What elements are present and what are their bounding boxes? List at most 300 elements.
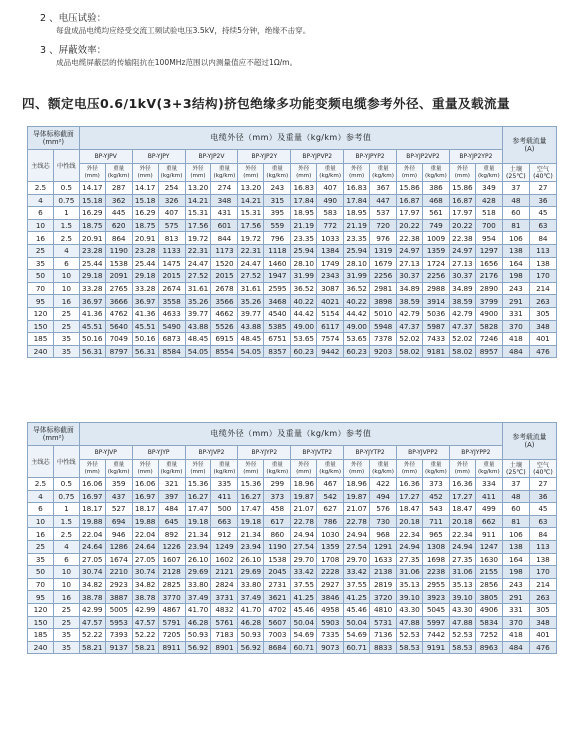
weight: 7335 [317,629,344,642]
ampacity-soil: 198 [502,566,529,579]
weight: 1520 [211,257,238,270]
outer-diameter: 28.10 [291,257,317,270]
header-unit: (kg/km) [213,172,236,179]
header-text: 重量 [218,165,231,172]
table-row [28,553,557,566]
outer-diameter: 42.79 [449,307,475,320]
outer-diameter: 16.29 [79,207,105,220]
header-text: 重量 [324,461,336,468]
od-header [238,164,264,182]
outer-diameter: 24.97 [449,244,475,257]
weight: 4832 [211,603,238,616]
outer-diameter: 45.51 [79,320,105,333]
outer-diameter: 17.27 [449,490,475,503]
main-core-header: 主线芯 [28,150,54,182]
outer-diameter: 39.77 [185,307,211,320]
weight: 490 [317,194,344,207]
header-text: 重量 [377,461,389,468]
model-name: BP-YJVP [79,446,132,460]
neutral-size: 10 [53,282,79,295]
outer-diameter: 38.78 [132,591,158,604]
header-unit: (mm) [401,468,418,475]
outer-diameter: 16.83 [344,182,370,195]
weight: 1359 [422,244,449,257]
outer-diameter: 48.45 [238,333,264,346]
outer-diameter: 16.83 [291,182,317,195]
outer-diameter: 20.18 [397,515,423,528]
weight: 8554 [211,345,238,358]
outer-diameter: 54.69 [344,629,370,642]
header-unit: (mm) [84,172,100,179]
outer-diameter: 41.70 [238,603,264,616]
ampacity-air: 401 [529,629,556,642]
ampacity-air: 138 [529,553,556,566]
current-header [502,127,556,164]
weight: 954 [475,232,502,245]
header-unit: (mm) [190,172,206,179]
weight: 627 [317,503,344,516]
outer-diameter: 20.91 [132,232,158,245]
header-text: 外径 [403,165,416,172]
weight: 518 [475,207,502,220]
table-row [28,295,557,308]
weight: 287 [105,182,132,195]
main-core-size: 95 [28,295,54,308]
header-text: 外径 [192,461,204,468]
weight: 9442 [317,345,344,358]
outer-diameter: 22.38 [397,232,423,245]
weight: 254 [158,182,185,195]
ampacity-soil: 418 [502,333,529,346]
od-header [185,460,211,478]
note-shield-efficiency [40,45,297,69]
od-header [449,164,475,182]
weight-header [475,164,502,182]
weight: 3846 [317,591,344,604]
outer-diameter: 58.21 [79,641,105,654]
section-title: 四、额定电压0.6/1kV(3+3结构)挤包绝缘多功能变频电缆参考外径、重量及载流量 [22,96,510,111]
weight: 1133 [158,244,185,257]
weight-header [422,164,449,182]
outer-diameter: 24.47 [185,257,211,270]
outer-diameter: 18.96 [344,478,370,491]
neutral-size: 35 [53,629,79,642]
weight: 2825 [158,578,185,591]
neutral-size: 25 [53,616,79,629]
weight: 542 [317,490,344,503]
ampacity-soil: 418 [502,629,529,642]
outer-diameter: 54.05 [185,345,211,358]
outer-diameter: 19.72 [185,232,211,245]
table-row [28,616,557,629]
outer-diameter: 22.78 [344,515,370,528]
outer-diameter: 49.00 [344,320,370,333]
ampacity-soil: 370 [502,616,529,629]
weight: 2955 [422,578,449,591]
header-text: 空气 [536,165,550,173]
header-unit: (kg/km) [266,172,289,179]
ampacity-air: 305 [529,307,556,320]
weight: 494 [370,490,397,503]
outer-diameter: 21.34 [238,528,264,541]
neutral-size: 25 [53,320,79,333]
weight: 4906 [475,603,502,616]
outer-diameter: 17.84 [344,194,370,207]
ampacity-air: 214 [529,578,556,591]
weight: 3558 [158,295,185,308]
header-text: 外径 [298,165,310,172]
outer-diameter: 52.22 [79,629,105,642]
weight: 1538 [264,553,291,566]
outer-diameter: 33.42 [291,566,317,579]
weight: 3666 [105,295,132,308]
weight: 3731 [211,591,238,604]
outer-diameter: 50.93 [185,629,211,642]
weight: 2015 [158,270,185,283]
outer-diameter: 37.49 [238,591,264,604]
weight: 367 [370,182,397,195]
weight: 1679 [370,257,397,270]
outer-diameter: 20.22 [397,219,423,232]
outer-diameter: 43.88 [185,320,211,333]
outer-diameter: 41.25 [344,591,370,604]
table-row [28,244,557,257]
weight: 559 [264,219,291,232]
outer-diameter: 60.71 [291,641,317,654]
outer-diameter: 15.36 [185,478,211,491]
outer-diameter: 48.45 [185,333,211,346]
weight: 5640 [105,320,132,333]
od-header [449,460,475,478]
weight: 422 [370,478,397,491]
neutral-size: 10 [53,578,79,591]
weight: 1630 [475,553,502,566]
weight: 5731 [370,616,397,629]
header-text: 外径 [245,461,257,468]
weight: 976 [370,232,397,245]
table-row [28,320,557,333]
ampacity-air: 36 [529,194,556,207]
outer-diameter: 39.10 [397,591,423,604]
header-unit: (mm) [348,172,365,179]
outer-diameter: 18.75 [132,219,158,232]
neutral-size: 1.5 [53,515,79,528]
weight-header [317,460,344,478]
weight: 9137 [105,641,132,654]
weight: 1291 [370,540,397,553]
header-unit: (mm²) [42,434,65,442]
main-core-size: 95 [28,591,54,604]
ampacity-air: 36 [529,490,556,503]
soil-header [502,164,529,182]
main-core-size: 120 [28,603,54,616]
model-name: BP-YJYP [132,446,185,460]
neutral-size: 16 [53,295,79,308]
outer-diameter: 29.70 [291,553,317,566]
outer-diameter: 58.21 [132,641,158,654]
outer-diameter: 24.64 [132,540,158,553]
weight: 4021 [317,295,344,308]
model-row [28,150,557,164]
outer-diameter: 29.70 [344,553,370,566]
weight: 912 [211,528,238,541]
header-unit: (mm) [296,468,312,475]
outer-diameter: 29.69 [238,566,264,579]
outer-diameter: 29.18 [79,270,105,283]
ampacity-soil: 48 [502,490,529,503]
outer-diameter: 41.25 [291,591,317,604]
outer-diameter: 19.87 [291,490,317,503]
outer-diameter: 56.31 [79,345,105,358]
header-row [28,423,557,446]
outer-diameter: 17.84 [291,194,317,207]
outer-diameter: 33.80 [238,578,264,591]
outer-diameter: 16.06 [132,478,158,491]
outer-diameter: 53.65 [344,333,370,346]
header-text: 重量 [430,461,442,468]
ampacity-air: 113 [529,540,556,553]
note-heading: 2 、电压试验： [40,13,107,24]
weight: 9073 [317,641,344,654]
neutral-size: 0.5 [53,182,79,195]
weight: 335 [211,478,238,491]
outer-diameter: 15.31 [185,207,211,220]
header-text: 参考载流量 [512,137,547,145]
neutral-size: 25 [53,307,79,320]
outer-diameter: 27.54 [291,540,317,553]
outer-diameter: 19.88 [79,515,105,528]
weight: 8584 [158,345,185,358]
weight-header [370,164,397,182]
weight: 694 [105,515,132,528]
weight: 274 [211,182,238,195]
table-row [28,307,557,320]
header-text: 重量 [165,461,178,468]
weight: 813 [158,232,185,245]
weight: 2128 [158,566,185,579]
weight: 5987 [422,320,449,333]
weight: 8357 [264,345,291,358]
outer-diameter: 30.74 [79,566,105,579]
weight: 576 [370,503,397,516]
outer-diameter: 17.27 [397,490,423,503]
weight: 1190 [105,244,132,257]
ampacity-soil: 81 [502,515,529,528]
outer-diameter: 34.82 [132,578,158,591]
table-row [28,515,557,528]
ampacity-air: 27 [529,478,556,491]
header-unit: (mm) [454,172,470,179]
weight: 397 [158,490,185,503]
ampacity-air: 214 [529,282,556,295]
ampacity-soil: 37 [502,478,529,491]
weight: 348 [211,194,238,207]
outer-diameter: 47.37 [449,320,475,333]
outer-diameter: 20.91 [79,232,105,245]
outer-diameter: 47.88 [449,616,475,629]
outer-diameter: 41.70 [185,603,211,616]
weight: 2890 [475,282,502,295]
weight: 561 [422,207,449,220]
ampacity-soil: 81 [502,219,529,232]
ampacity-air: 84 [529,528,556,541]
weight: 1030 [317,528,344,541]
outer-diameter: 16.27 [185,490,211,503]
header-unit: (kg/km) [477,172,500,179]
table-row [28,591,557,604]
ampacity-soil: 331 [502,307,529,320]
outer-diameter: 47.57 [132,616,158,629]
outer-diameter: 60.23 [344,345,370,358]
table-row [28,182,557,195]
outer-diameter: 36.97 [79,295,105,308]
od-header [185,164,211,182]
note-text: 每盘成品电缆均应经受交流工频试验电压3.5kV，持续5分钟，绝缘不击穿。 [56,26,311,35]
header-text: 重量 [430,165,442,172]
weight: 458 [264,503,291,516]
weight: 386 [422,182,449,195]
main-core-size: 185 [28,333,54,346]
outer-diameter: 24.94 [291,528,317,541]
outer-diameter: 18.17 [79,503,105,516]
header-text: 重量 [483,165,495,172]
outer-diameter: 18.17 [132,503,158,516]
ampacity-soil: 164 [502,553,529,566]
table-row [28,219,557,232]
outer-diameter: 31.99 [344,270,370,283]
ampacity-air: 348 [529,320,556,333]
weight: 5761 [211,616,238,629]
weight: 445 [105,207,132,220]
main-core-size: 4 [28,194,54,207]
outer-diameter: 29.18 [132,270,158,283]
ampacity-air: 263 [529,295,556,308]
weight: 2981 [370,282,397,295]
header-text: 重量 [113,165,125,172]
od-header [238,460,264,478]
ampacity-soil: 60 [502,503,529,516]
outer-diameter: 22.34 [449,528,475,541]
outer-diameter: 42.99 [132,603,158,616]
ampacity-soil: 106 [502,528,529,541]
outer-diameter: 33.28 [132,282,158,295]
outer-diameter: 45.46 [291,603,317,616]
outer-diameter: 35.26 [185,295,211,308]
main-core-size: 35 [28,553,54,566]
outer-diameter: 19.72 [238,232,264,245]
outer-diameter: 60.23 [291,345,317,358]
neutral-size: 4 [53,244,79,257]
table-row [28,345,557,358]
model-name: BP-YJP2YP2 [449,150,502,164]
header-unit: (kg/km) [425,468,447,475]
outer-diameter: 52.02 [449,333,475,346]
weight: 965 [422,528,449,541]
air-header [529,460,556,478]
outer-diameter: 16.87 [397,194,423,207]
header-text: 重量 [271,461,283,468]
table-row [28,333,557,346]
weight: 2674 [158,282,185,295]
od-header [291,460,317,478]
od-header [397,164,423,182]
outer-diameter: 19.18 [185,515,211,528]
outer-diameter: 25.94 [291,244,317,257]
weight: 4867 [158,603,185,616]
weight: 467 [317,478,344,491]
outer-diameter: 23.94 [185,540,211,553]
model-name: BP-YJYPP2 [449,446,502,460]
table-row [28,629,557,642]
table-row [28,641,557,654]
weight: 4662 [211,307,238,320]
weight-header [211,460,238,478]
outer-diameter: 33.42 [344,566,370,579]
outer-diameter: 45.51 [132,320,158,333]
outer-diameter: 34.82 [79,578,105,591]
weight: 7205 [158,629,185,642]
outer-diameter: 18.96 [291,478,317,491]
weight: 5903 [317,616,344,629]
header-text: 重量 [483,461,495,468]
model-row [28,446,557,460]
outer-diameter: 16.97 [79,490,105,503]
weight: 3566 [211,295,238,308]
weight: 373 [422,478,449,491]
group-title: 电缆外径（mm）及重量（kg/km）参考值 [79,127,502,150]
weight: 9191 [422,641,449,654]
weight: 1475 [158,257,185,270]
header-text: 外径 [192,165,204,172]
outer-diameter: 15.18 [79,194,105,207]
ampacity-soil: 60 [502,207,529,220]
outer-diameter: 35.13 [397,578,423,591]
weight-header [264,460,291,478]
weight: 484 [158,503,185,516]
outer-diameter: 24.94 [344,528,370,541]
outer-diameter: 27.52 [238,270,264,283]
outer-diameter: 49.00 [291,320,317,333]
weight: 2091 [105,270,132,283]
ampacity-soil: 243 [502,578,529,591]
outer-diameter: 46.28 [185,616,211,629]
neutral-header: 中性线 [53,446,79,478]
weight: 500 [211,503,238,516]
ampacity-soil: 291 [502,591,529,604]
current-header [502,423,556,460]
outer-diameter: 31.61 [185,282,211,295]
outer-diameter: 45.46 [344,603,370,616]
weight: 2238 [422,566,449,579]
weight: 1384 [317,244,344,257]
weight: 1359 [317,540,344,553]
outer-diameter: 42.99 [79,603,105,616]
header-text: 重量 [218,461,231,468]
header-unit: (40℃) [533,468,553,476]
weight: 543 [422,503,449,516]
outer-diameter: 52.22 [132,629,158,642]
outer-diameter: 31.06 [397,566,423,579]
spec-table-1 [27,126,557,358]
neutral-size: 1.5 [53,219,79,232]
outer-diameter: 15.86 [397,182,423,195]
outer-diameter: 37.55 [291,578,317,591]
weight: 1297 [475,244,502,257]
table-row [28,603,557,616]
weight: 2927 [317,578,344,591]
ampacity-soil: 198 [502,270,529,283]
neutral-size: 4 [53,540,79,553]
